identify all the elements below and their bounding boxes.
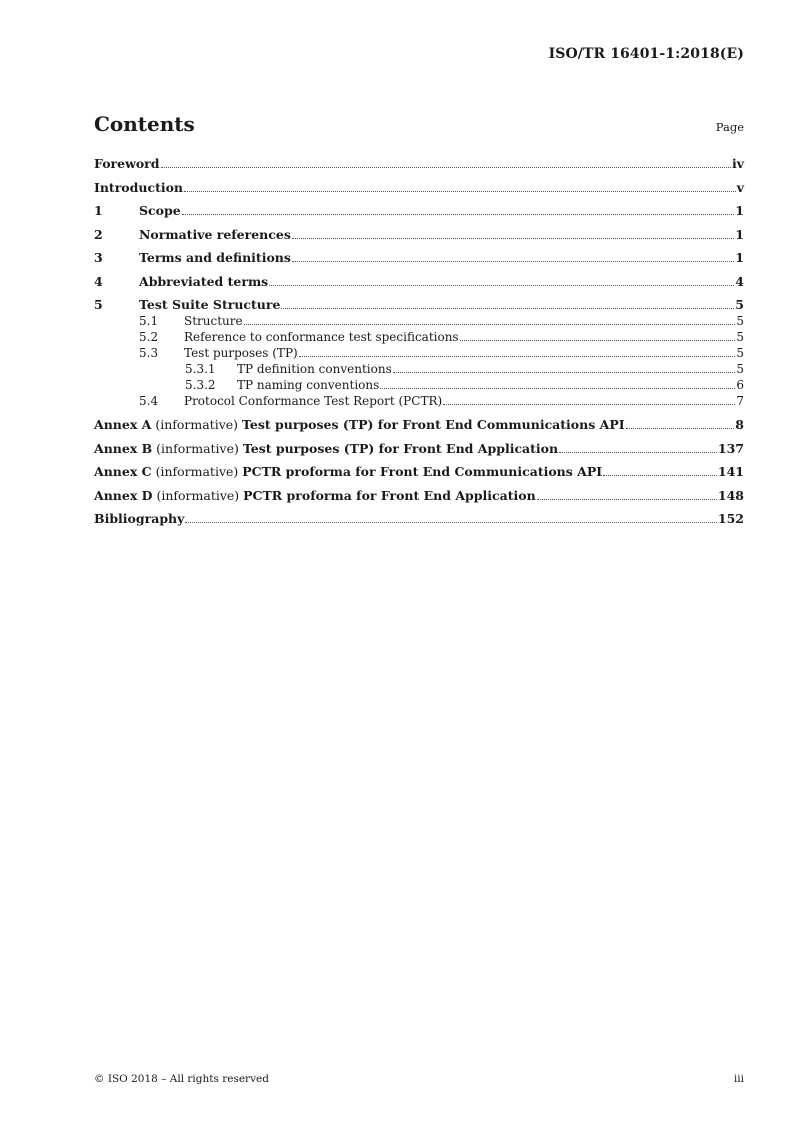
toc-page-number: 148 xyxy=(717,487,744,503)
toc-entry[interactable] xyxy=(94,393,744,416)
toc-entry-number: 1 xyxy=(94,203,103,218)
dot-leader xyxy=(393,372,736,373)
toc-title-text: Protocol Conformance Test Report (PCTR) xyxy=(184,394,443,408)
toc-entry[interactable] xyxy=(94,273,744,297)
toc-title-text: Reference to conformance test specifications xyxy=(184,330,459,344)
toc-title-text: PCTR proforma for Front End Communications API xyxy=(242,464,603,479)
annex-type: (informative) xyxy=(151,417,243,432)
toc-entry-title xyxy=(94,155,160,173)
toc-entry[interactable] xyxy=(94,345,744,361)
toc-page-number: iv xyxy=(731,156,744,171)
toc-title-text: Terms and definitions xyxy=(139,250,291,265)
annex-label: Annex A xyxy=(94,417,152,432)
document-code: ISO/TR 16401-1:2018(E) xyxy=(548,46,744,62)
toc-entry-number: 5.3.1 xyxy=(185,362,216,376)
toc-entry-number: 5.3 xyxy=(139,346,159,360)
toc-title-text: Introduction xyxy=(94,179,184,195)
toc-entry-title xyxy=(94,510,184,528)
toc-entry[interactable] xyxy=(94,202,744,226)
toc-entry[interactable] xyxy=(94,155,744,179)
toc-entry-title xyxy=(184,329,459,345)
dot-leader xyxy=(269,285,734,286)
toc-entry-title xyxy=(184,345,298,361)
contents-title: Contents xyxy=(94,112,195,136)
dot-leader xyxy=(603,475,717,476)
toc-page-number: 1 xyxy=(735,203,744,218)
toc-entry[interactable] xyxy=(94,487,744,511)
toc-entry-number: 4 xyxy=(94,273,103,289)
toc-page-number: 141 xyxy=(717,464,744,479)
toc-title-text: Structure xyxy=(184,314,243,328)
copyright-notice: © ISO 2018 – All rights reserved xyxy=(94,1073,269,1085)
toc-title-text: TP naming conventions xyxy=(237,378,380,392)
toc-page-number: 5 xyxy=(736,346,744,360)
toc-entry-title xyxy=(139,226,291,244)
toc-entry[interactable] xyxy=(94,416,744,440)
dot-leader xyxy=(626,428,735,429)
dot-leader xyxy=(460,340,736,341)
toc-entry[interactable] xyxy=(94,510,744,534)
dot-leader xyxy=(161,167,731,168)
toc-entry[interactable] xyxy=(94,179,744,203)
toc-entry-title xyxy=(237,377,379,393)
toc-title-text: Foreword xyxy=(94,156,160,171)
annex-label: Annex C xyxy=(94,464,152,479)
toc-page-number: 5 xyxy=(736,362,744,376)
toc-title-text: TP definition conventions xyxy=(237,362,392,376)
dot-leader xyxy=(184,191,736,192)
toc-entry-title xyxy=(94,440,558,458)
toc-entry-title xyxy=(94,179,183,197)
page-column-label: Page xyxy=(715,120,744,134)
toc-entry-number: 3 xyxy=(94,250,103,265)
toc-page-number: 5 xyxy=(735,297,744,312)
toc-page-number: 8 xyxy=(735,417,744,432)
toc-page-number: v xyxy=(736,179,744,195)
dot-leader xyxy=(292,238,734,239)
toc-title-text: Scope xyxy=(139,203,181,218)
toc-entry-title xyxy=(184,393,442,409)
toc-entry[interactable] xyxy=(94,377,744,393)
toc-entry[interactable] xyxy=(94,440,744,464)
toc-entry-number: 5.3.2 xyxy=(185,378,216,392)
toc-title-text: Test Suite Structure xyxy=(139,297,281,312)
toc-entry[interactable] xyxy=(94,226,744,250)
toc-entry[interactable] xyxy=(94,249,744,273)
toc-entry-title xyxy=(94,416,625,434)
toc-page-number: 137 xyxy=(717,440,744,456)
dot-leader xyxy=(537,499,717,500)
page-number: iii xyxy=(733,1073,744,1085)
toc-entry[interactable] xyxy=(94,296,744,313)
toc-entry-title xyxy=(139,273,268,291)
page-footer xyxy=(94,1073,744,1085)
toc-title-text: Test purposes (TP) xyxy=(184,346,298,360)
dot-leader xyxy=(443,404,735,405)
toc-page-number: 5 xyxy=(736,330,744,344)
dot-leader xyxy=(281,308,734,309)
dot-leader xyxy=(244,324,736,325)
annex-type: (informative) xyxy=(152,440,243,456)
toc-title-text: Bibliography xyxy=(94,511,185,526)
dot-leader xyxy=(380,388,735,389)
toc-entry-title xyxy=(184,313,243,329)
annex-type: (informative) xyxy=(152,487,244,503)
toc-entry-title xyxy=(237,361,392,377)
toc-entry[interactable] xyxy=(94,463,744,487)
dot-leader xyxy=(185,522,717,523)
toc-entry[interactable] xyxy=(94,329,744,345)
toc-page-number: 6 xyxy=(736,378,744,392)
toc-entry-title xyxy=(139,202,181,220)
toc-page-number: 4 xyxy=(735,273,744,289)
toc-entry-title xyxy=(139,249,291,267)
toc-title-text: Test purposes (TP) for Front End Communications API xyxy=(242,417,625,432)
toc-title-text: Normative references xyxy=(139,226,291,242)
dot-leader xyxy=(182,214,735,215)
dot-leader xyxy=(299,356,736,357)
annex-type: (informative) xyxy=(151,464,243,479)
toc-page-number: 152 xyxy=(717,511,744,526)
toc-entry-title xyxy=(94,463,602,481)
toc-page-number: 1 xyxy=(735,226,744,242)
toc-entry-number: 5.1 xyxy=(139,314,159,328)
toc-title-text: Test purposes (TP) for Front End Application xyxy=(242,440,559,456)
dot-leader xyxy=(559,452,717,453)
table-of-contents xyxy=(94,155,744,534)
toc-entry-number: 5.4 xyxy=(139,394,159,408)
toc-entry-title xyxy=(139,296,280,314)
annex-label: Annex D xyxy=(94,487,153,503)
toc-entry-number: 5.2 xyxy=(139,330,159,344)
toc-title-text: Abbreviated terms xyxy=(139,273,269,289)
toc-entry-number: 5 xyxy=(94,297,103,312)
toc-entry-number: 2 xyxy=(94,226,103,242)
contents-header xyxy=(94,112,744,136)
toc-page-number: 7 xyxy=(736,394,744,408)
dot-leader xyxy=(292,261,734,262)
toc-title-text: PCTR proforma for Front End Application xyxy=(243,487,536,503)
toc-page-number: 1 xyxy=(735,250,744,265)
toc-entry[interactable] xyxy=(94,313,744,329)
toc-entry[interactable] xyxy=(94,361,744,377)
toc-page-number: 5 xyxy=(736,314,744,328)
annex-label: Annex B xyxy=(94,440,153,456)
toc-entry-title xyxy=(94,487,536,505)
